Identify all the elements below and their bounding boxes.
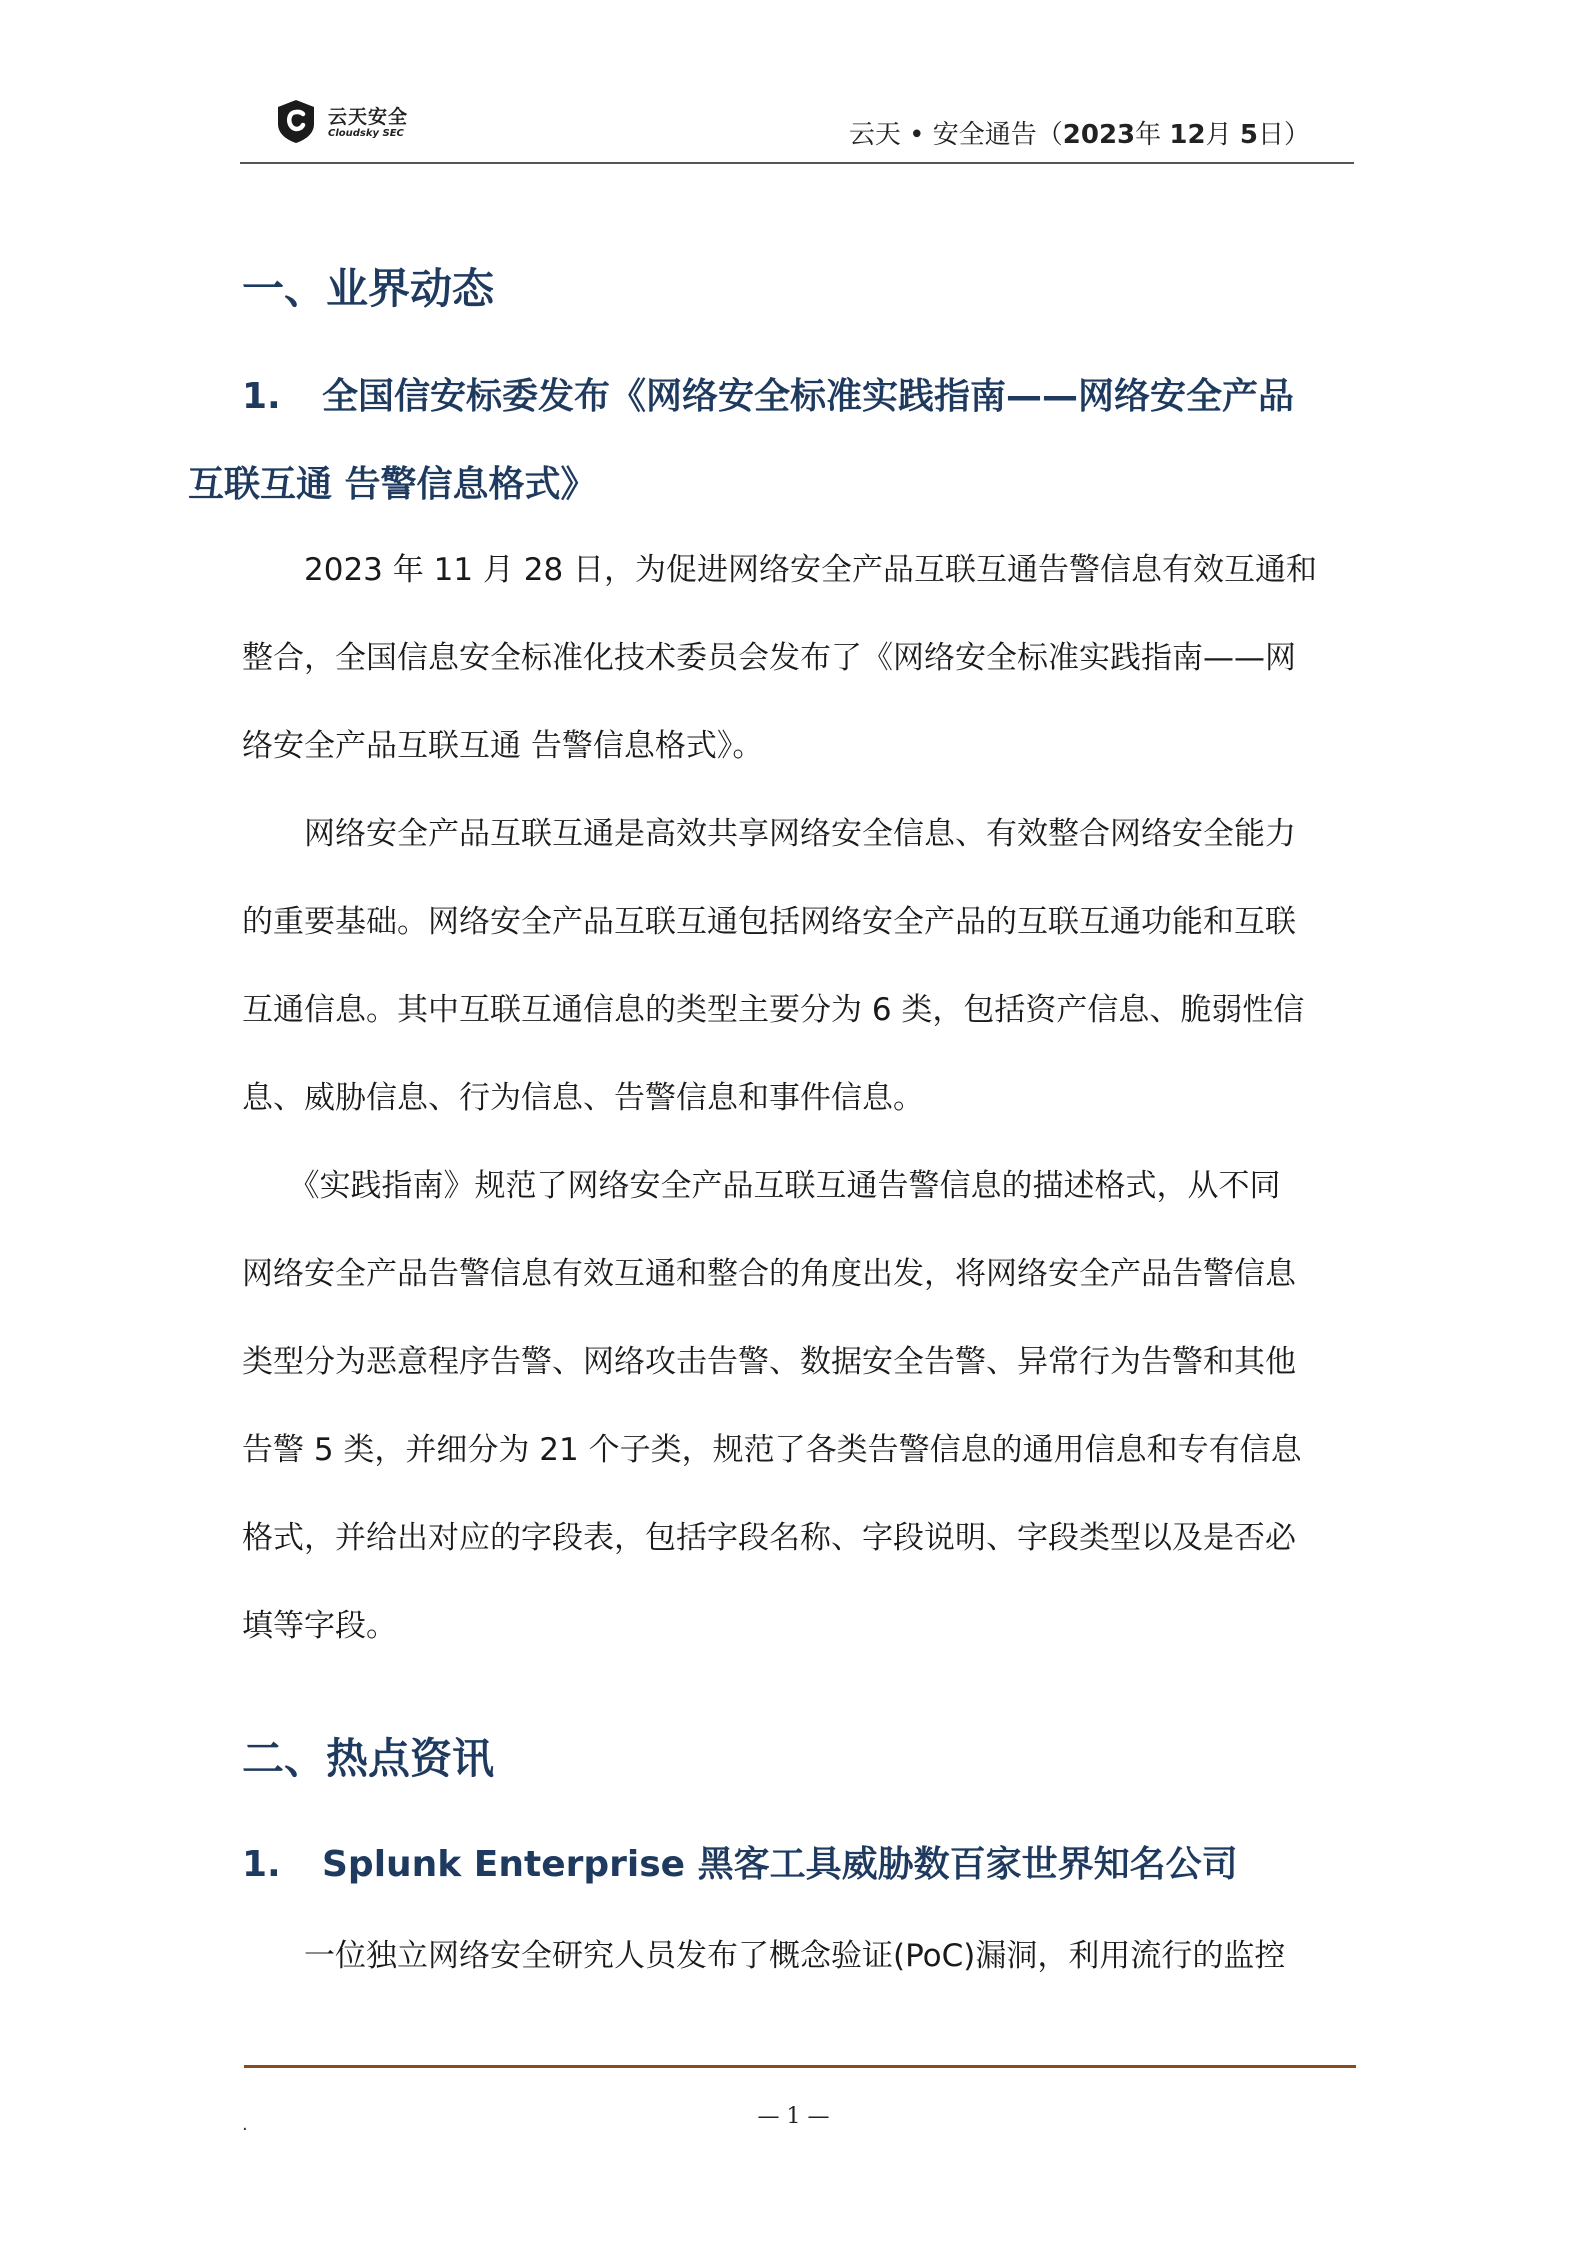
article-number: 1. bbox=[242, 376, 281, 417]
footer-mark: . bbox=[242, 2114, 248, 2135]
paragraph-line: 网络安全产品互联互通是高效共享网络安全信息、有效整合网络安全能力 bbox=[242, 816, 1296, 852]
paragraph-line: 告警 5 类，并细分为 21 个子类，规范了各类告警信息的通用信息和专有信息 bbox=[242, 1432, 1302, 1468]
bulletin-title: 云天 • 安全通告（2023年 12月 5日） bbox=[848, 120, 1310, 150]
paragraph-line: 互通信息。其中互联互通信息的类型主要分为 6 类，包括资产信息、脆弱性信 bbox=[242, 992, 1305, 1028]
logo-chinese-text: 云天安全 bbox=[328, 106, 409, 128]
shield-logo-icon bbox=[274, 98, 318, 144]
article-title: 1. 全国信安标委发布《网络安全标准实践指南——网络安全产品 bbox=[242, 376, 1295, 417]
paragraph-line: 格式，并给出对应的字段表，包括字段名称、字段说明、字段类型以及是否必 bbox=[242, 1520, 1296, 1556]
paragraph-line: 填等字段。 bbox=[242, 1608, 397, 1644]
paragraph-line: 络安全产品互联互通 告警信息格式》。 bbox=[242, 728, 764, 764]
article-title: 1. Splunk Enterprise 黑客工具威胁数百家世界知名公司 bbox=[242, 1844, 1238, 1885]
page-header bbox=[240, 92, 1354, 164]
paragraph-line: 的重要基础。网络安全产品互联互通包括网络安全产品的互联互通功能和互联 bbox=[242, 904, 1296, 940]
paragraph-line: 息、威胁信息、行为信息、告警信息和事件信息。 bbox=[242, 1080, 924, 1116]
paragraph-line: 2023 年 11 月 28 日，为促进网络安全产品互联互通告警信息有效互通和 bbox=[242, 552, 1318, 588]
footer-divider bbox=[244, 2065, 1356, 2068]
paragraph-line: 一位独立网络安全研究人员发布了概念验证(PoC)漏洞，利用流行的监控 bbox=[242, 1938, 1286, 1974]
article-title-continued: 互联互通 告警信息格式》 bbox=[188, 464, 597, 505]
section-title-hot-news: 二、热点资讯 bbox=[242, 1734, 495, 1783]
paragraph-line: 类型分为恶意程序告警、网络攻击告警、数据安全告警、异常行为告警和其他 bbox=[242, 1344, 1296, 1380]
paragraph-line: 网络安全产品告警信息有效互通和整合的角度出发，将网络安全产品告警信息 bbox=[242, 1256, 1296, 1292]
page-number: — 1 — bbox=[757, 2104, 830, 2129]
paragraph-line: 整合，全国信息安全标准化技术委员会发布了《网络安全标准实践指南——网 bbox=[242, 640, 1296, 676]
paragraph-line: 《实践指南》规范了网络安全产品互联互通告警信息的描述格式，从不同 bbox=[242, 1168, 1281, 1204]
logo-english-text: Cloudsky SEC bbox=[328, 128, 404, 139]
section-title-industry-news: 一、业界动态 bbox=[242, 264, 495, 313]
article-number: 1. bbox=[242, 1844, 281, 1885]
